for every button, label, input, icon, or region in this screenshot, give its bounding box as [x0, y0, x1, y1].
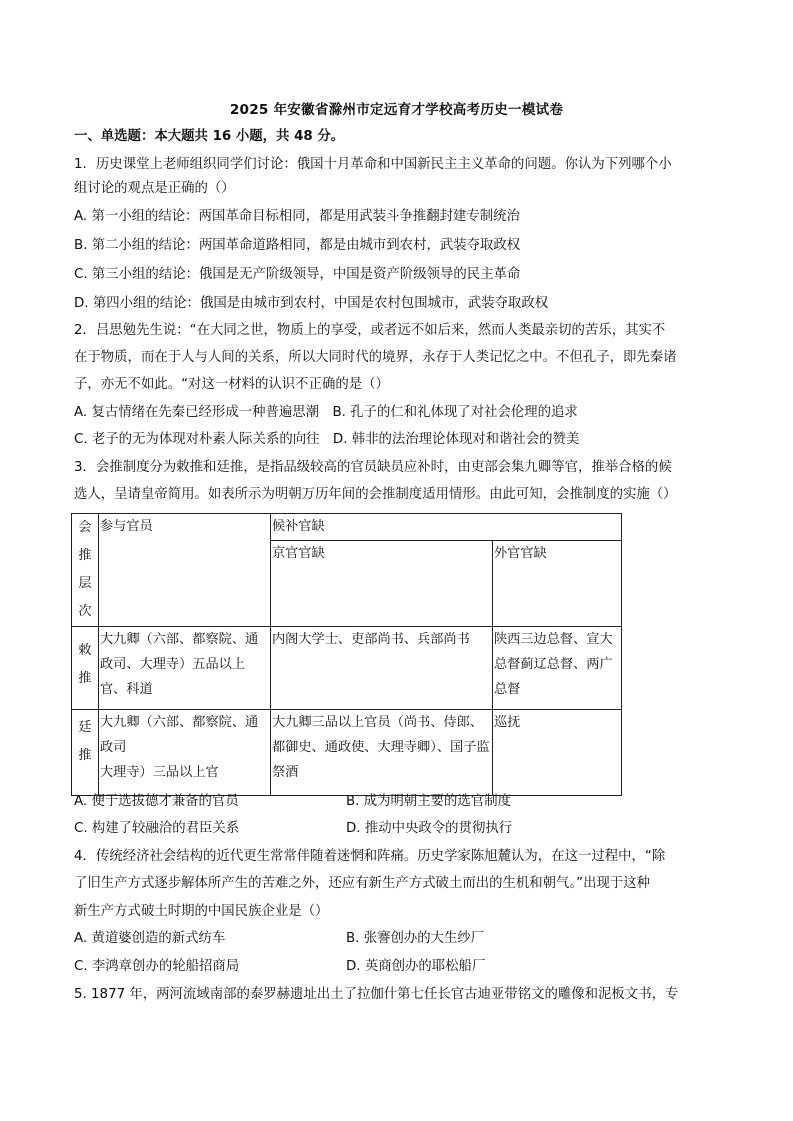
header-officials: 参与官员 — [99, 514, 271, 627]
page-title: 2025 年安徽省滁州市定远育才学校高考历史一模试卷 — [229, 102, 564, 118]
row-imperial-level: 敕 推 — [72, 627, 99, 710]
question-3-option-c[interactable]: C. 构建了较融洽的君臣关系 — [74, 821, 240, 836]
question-1-option-d[interactable]: D. 第四小组的结论：俄国是由城市到农村，中国是农村包围城市，武装夺取政权 — [74, 296, 549, 311]
row-imperial-capital: 内阁大学士、吏部尚书、兵部尚书 — [271, 627, 493, 710]
question-5-text: 5. 1877 年，两河流域南部的泰罗赫遗址出土了拉伽什第七任长官古迪亚带铭文的雕像和泥板文书，专 — [74, 987, 679, 1002]
header-capital-posts: 京官官缺 — [271, 541, 493, 627]
question-1-text-cont: 组讨论的观点是正确的（） — [74, 181, 235, 196]
question-4-option-d[interactable]: D. 英商创办的耶松船厂 — [346, 959, 486, 974]
question-1-option-b[interactable]: B. 第二小组的结论：两国革命道路相同，都是由城市到农村，武装夺取政权 — [74, 238, 521, 253]
question-1-text: 1．历史课堂上老师组织同学们讨论：俄国十月革命和中国新民主主义革命的问题。你认为下列哪个小 — [74, 157, 672, 172]
row-court-level: 廷 推 — [72, 710, 99, 796]
question-2-options-cd[interactable]: C. 老子的无为体现对朴素人际关系的向往 D. 韩非的法治理论体现对和谐社会的赞美 — [74, 432, 580, 447]
meeting-recommendation-table — [71, 513, 622, 796]
section-heading: 一、单选题：本大题共 16 小题，共 48 分。 — [74, 129, 345, 144]
question-2-text-cont: 在于物质，而在于人与人间的关系，所以大同时代的境界，永存于人类记忆之中。不但孔子，即先秦诸 — [74, 350, 677, 365]
question-4-text-cont2: 新生产方式破土时期的中国民族企业是（） — [74, 904, 329, 919]
question-4-option-a[interactable]: A. 黄道婆创造的新式纺车 — [74, 931, 226, 946]
row-court-capital: 大九卿三品以上官员（尚书、侍郎、都御史、通政使、大理寺卿）、国子监祭酒 — [271, 710, 493, 796]
question-1-option-c[interactable]: C. 第三小组的结论：俄国是无产阶级领导，中国是资产阶级领导的民主革命 — [74, 267, 521, 282]
question-4-option-c[interactable]: C. 李鸿章创办的轮船招商局 — [74, 959, 240, 974]
question-2-options-ab[interactable]: A. 复古情绪在先秦已经形成一种普遍思潮 B. 孔子的仁和礼体现了对社会伦理的追求 — [74, 405, 578, 420]
question-1-option-a[interactable]: A. 第一小组的结论：两国革命目标相同，都是用武装斗争推翻封建专制统治 — [74, 209, 520, 224]
header-candidates: 候补官缺 — [271, 514, 622, 541]
question-3-text: 3．会推制度分为敕推和廷推，是指品级较高的官员缺员应补时，由吏部会集九卿等官，推举合格的候 — [74, 460, 672, 475]
row-court-officials: 大九卿（六部、都察院、通政司 大理寺）三品以上官 — [99, 710, 271, 796]
header-provincial-posts: 外官官缺 — [493, 541, 622, 627]
question-3-option-d[interactable]: D. 推动中央政令的贯彻执行 — [346, 821, 513, 836]
question-3-option-a[interactable]: A. 便于选拔德才兼备的官员 — [74, 794, 239, 809]
question-3-options-ab — [74, 792, 714, 812]
question-3-option-b[interactable]: B. 成为明朝主要的选官制度 — [346, 794, 511, 809]
row-court-provincial: 巡抚 — [493, 710, 622, 796]
question-3-options-cd — [74, 819, 714, 839]
question-2-text: 2．吕思勉先生说：“在大同之世，物质上的享受，或者远不如后来，然而人类最亲切的苦乐，其实不 — [74, 323, 666, 338]
question-4-text: 4．传统经济社会结构的近代更生常常伴随着迷惘和阵痛。历史学家陈旭麓认为，在这一过程中，“除 — [74, 849, 666, 864]
header-level: 会 推 层 次 — [72, 514, 99, 627]
row-imperial-officials: 大九卿（六部、都察院、通政司、大理寺）五品以上官、科道 — [99, 627, 271, 710]
question-2-text-cont2: 子，亦无不如此。“对这一材料的认识不正确的是（） — [74, 377, 389, 392]
question-4-option-b[interactable]: B. 张謇创办的大生纱厂 — [346, 931, 485, 946]
row-imperial-provincial: 陕西三边总督、宣大总督蓟辽总督、两广总督 — [493, 627, 622, 710]
question-4-text-cont: 了旧生产方式逐步解体所产生的苦难之外，还应有新生产方式破土而出的生机和朝气。”出现于这种 — [74, 876, 651, 891]
question-3-text-cont: 选人，呈请皇帝简用。如表所示为明朝万历年间的会推制度适用情形。由此可知，会推制度的实施（） — [74, 487, 677, 502]
question-4-options-ab — [74, 929, 714, 949]
question-4-options-cd — [74, 957, 714, 977]
